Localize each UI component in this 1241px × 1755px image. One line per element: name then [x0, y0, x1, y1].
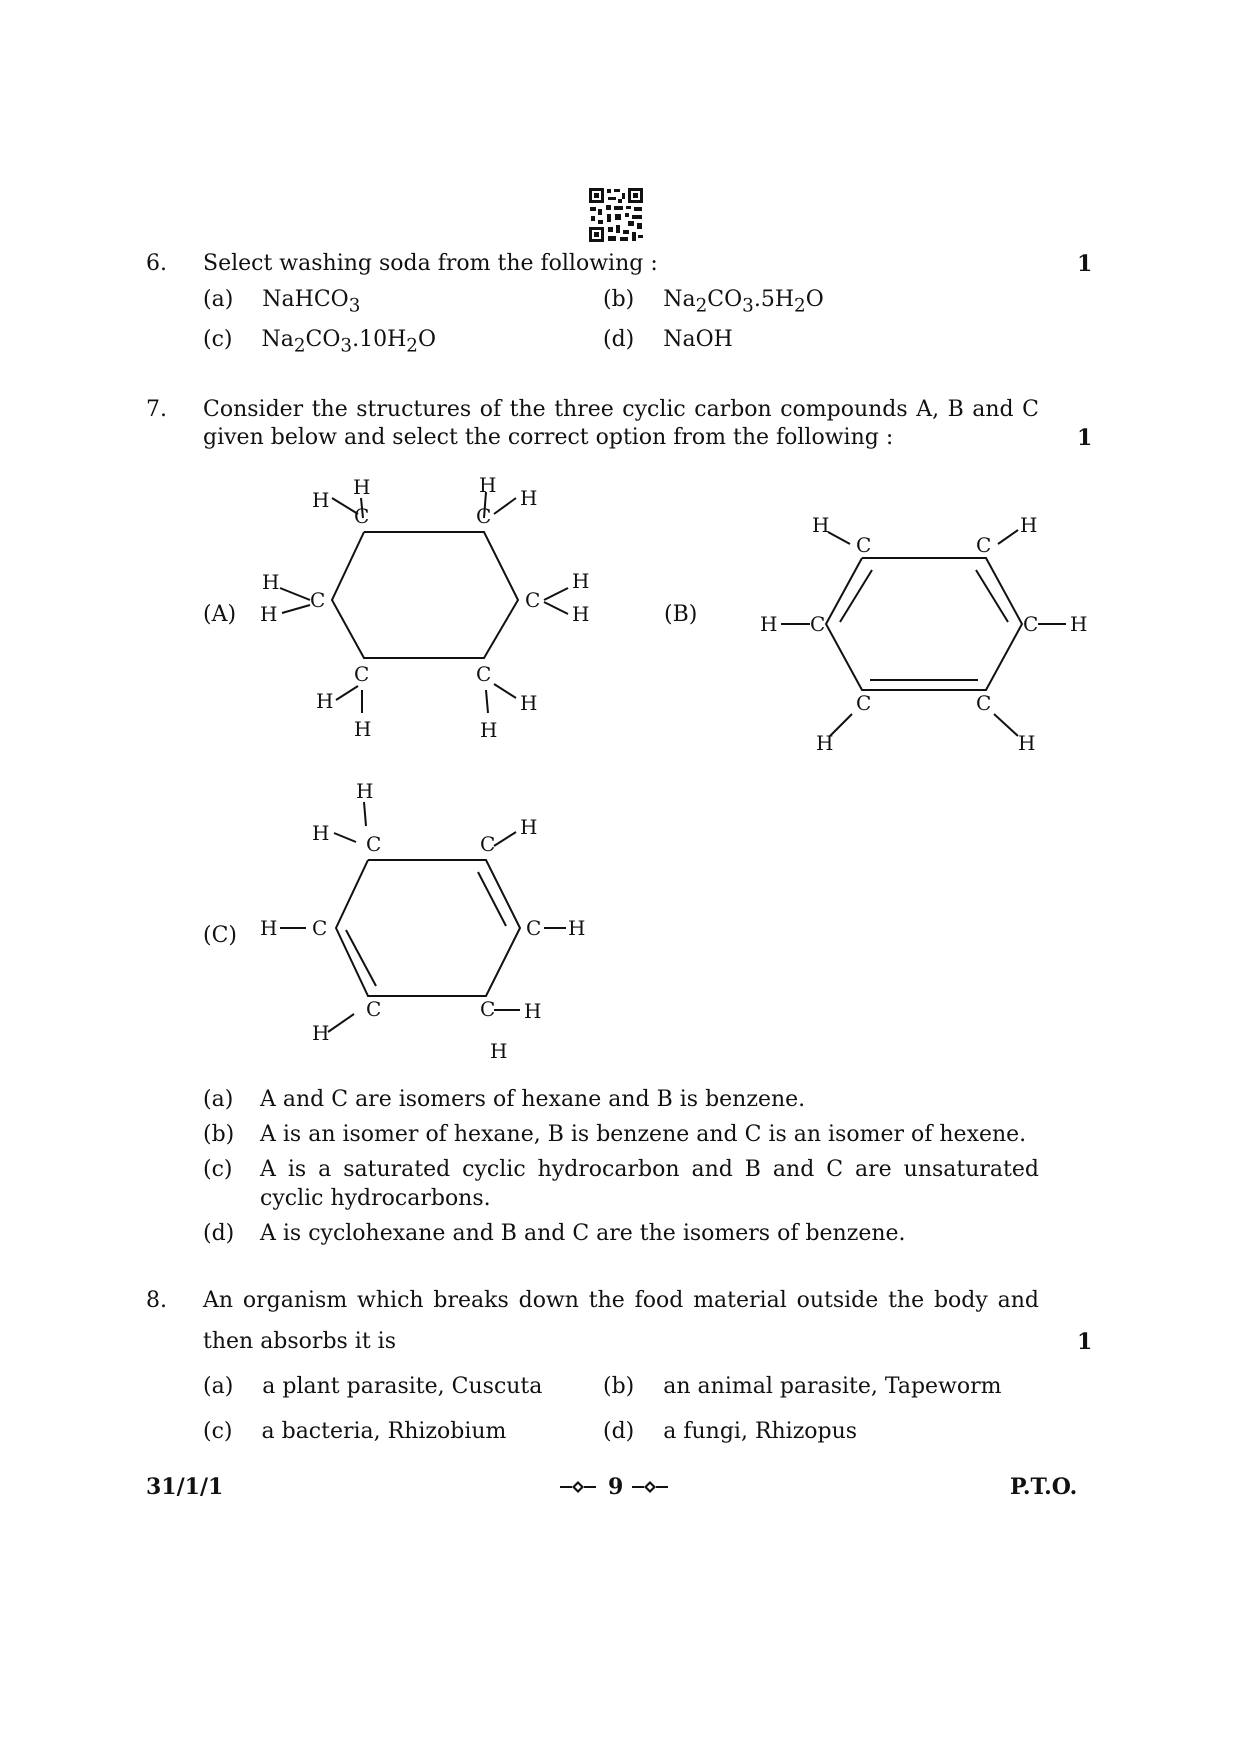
question-8-marks: 1 [1077, 1329, 1093, 1355]
atom-c: C [476, 662, 492, 686]
atom-c: C [856, 691, 872, 715]
atom-h: H [520, 486, 538, 510]
option-label: (b) [603, 1374, 635, 1399]
q6-option-a [203, 286, 360, 320]
structure-label-a: (A) [203, 602, 237, 627]
atom-h: H [356, 779, 374, 803]
question-7-text-line1: Consider the structures of the three cyclic carbon compounds A, B and C [203, 397, 1039, 422]
atom-h: H [262, 570, 280, 594]
formula: NaOH [663, 327, 733, 352]
atom-c: C [366, 832, 382, 856]
q8-option-c [203, 1418, 506, 1446]
atom-c: C [312, 916, 328, 940]
structure-b-diagram [750, 500, 1110, 760]
atom-h: H [812, 513, 830, 537]
question-8-number: 8. [146, 1288, 167, 1313]
atom-h: H [524, 999, 542, 1023]
question-6-marks: 1 [1077, 251, 1093, 277]
option-label: (b) [203, 1122, 235, 1147]
atom-h: H [1018, 731, 1036, 755]
structure-label-b: (B) [664, 602, 698, 627]
question-6-number: 6. [146, 251, 167, 276]
atom-h: H [312, 821, 330, 845]
atom-h: H [1020, 513, 1038, 537]
atom-h: H [260, 916, 278, 940]
option-label: (c) [203, 1157, 233, 1182]
option-label: (b) [603, 287, 635, 312]
option-label: (a) [203, 1087, 234, 1112]
atom-c: C [976, 691, 992, 715]
question-7-marks: 1 [1077, 425, 1093, 451]
paper-code: 31/1/1 [146, 1474, 224, 1500]
page-number: 9 [608, 1474, 624, 1500]
question-7-text-line2: given below and select the correct option from the following : [203, 425, 894, 450]
q7-option-a [203, 1086, 233, 1114]
q7-option-c-text-line2: cyclic hydrocarbons. [260, 1186, 491, 1211]
ornament-left-icon [560, 1479, 596, 1495]
atom-h: H [260, 602, 278, 626]
atom-c: C [366, 997, 382, 1021]
please-turn-over: P.T.O. [1010, 1474, 1078, 1500]
atom-c: C [856, 533, 872, 557]
formula: $Na_2CO_3.5H_2O$ [663, 287, 824, 317]
atom-c: C [354, 662, 370, 686]
option-label: (a) [203, 287, 234, 312]
q7-option-b-text: A is an isomer of hexane, B is benzene and C is an isomer of hexene. [260, 1122, 1027, 1147]
q7-option-c [203, 1156, 233, 1184]
formula: NaHCO$_3$ [262, 287, 361, 317]
qr-code-image [588, 187, 644, 243]
atom-h: H [480, 718, 498, 742]
q6-option-c [203, 326, 436, 360]
atom-h: H [312, 488, 330, 512]
q7-option-d-text: A is cyclohexane and B and C are the isomers of benzene. [260, 1221, 906, 1246]
atom-h: H [353, 475, 371, 499]
atom-h: H [312, 1021, 330, 1045]
option-label: (a) [203, 1374, 234, 1399]
q7-option-d [203, 1220, 234, 1248]
question-6-text: Select washing soda from the following : [203, 251, 658, 276]
structure-a-diagram [250, 450, 610, 750]
atom-h: H [760, 612, 778, 636]
atom-h: H [520, 691, 538, 715]
option-text: a plant parasite, Cuscuta [262, 1374, 543, 1399]
atom-c: C [354, 504, 370, 528]
atom-h: H [490, 1039, 508, 1063]
atom-h: H [520, 815, 538, 839]
option-text: an animal parasite, Tapeworm [663, 1374, 1002, 1399]
atom-c: C [1023, 612, 1039, 636]
atom-h: H [1070, 612, 1088, 636]
atom-h: H [568, 916, 586, 940]
atom-c: C [810, 612, 826, 636]
atom-c: C [525, 588, 541, 612]
option-label: (d) [603, 327, 635, 352]
atom-h: H [479, 473, 497, 497]
q7-option-c-text: A is a saturated cyclic hydrocarbon and B and C are unsaturated [260, 1157, 1039, 1182]
atom-h: H [316, 689, 334, 713]
atom-h: H [572, 602, 590, 626]
ornament-right-icon [632, 1479, 668, 1495]
atom-c: C [526, 916, 542, 940]
q8-option-d [603, 1418, 857, 1446]
atom-c: C [480, 832, 496, 856]
option-label: (c) [203, 327, 233, 352]
structure-label-c: (C) [203, 923, 237, 948]
atom-c: C [480, 997, 496, 1021]
q8-option-a [203, 1373, 542, 1401]
option-text: a bacteria, Rhizobium [261, 1419, 507, 1444]
atom-c: C [310, 588, 326, 612]
option-label: (d) [203, 1221, 235, 1246]
question-8-text-line1: An organism which breaks down the food material outside the body and [203, 1288, 1039, 1313]
question-8-text-line2: then absorbs it is [203, 1329, 397, 1354]
q6-option-d [603, 326, 733, 354]
atom-c: C [476, 504, 492, 528]
option-label: (c) [203, 1419, 233, 1444]
q8-option-b [603, 1373, 1002, 1401]
option-label: (d) [603, 1419, 635, 1444]
q6-option-b [603, 286, 824, 320]
atom-h: H [816, 731, 834, 755]
q7-option-b [203, 1121, 234, 1149]
q7-option-a-text: A and C are isomers of hexane and B is benzene. [260, 1087, 806, 1112]
structure-c-diagram [250, 778, 610, 1078]
option-text: a fungi, Rhizopus [663, 1419, 858, 1444]
formula: $Na_2CO_3.10H_2O$ [261, 327, 436, 357]
atom-c: C [976, 533, 992, 557]
atom-h: H [572, 569, 590, 593]
question-7-number: 7. [146, 397, 167, 422]
atom-h: H [354, 717, 372, 741]
